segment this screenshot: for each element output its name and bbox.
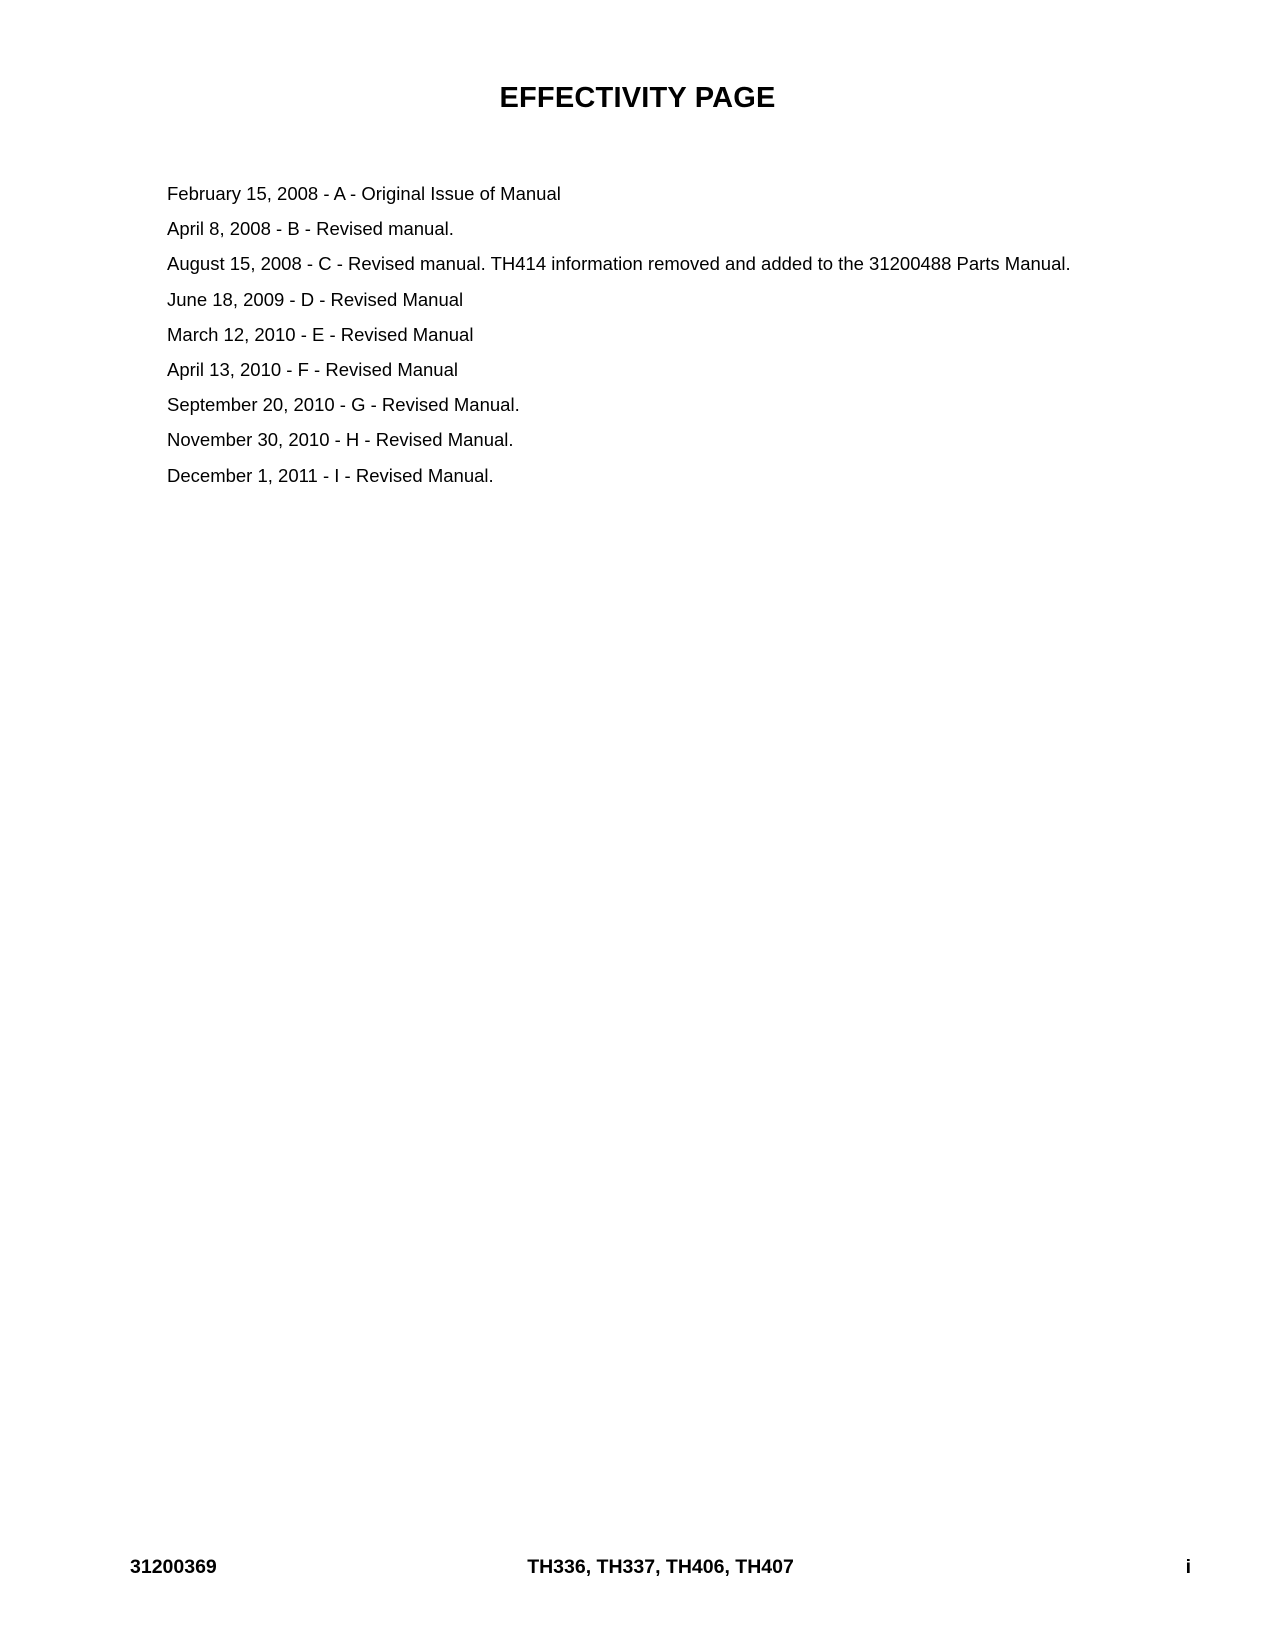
footer-document-number: 31200369 <box>130 1556 217 1578</box>
revision-entry: September 20, 2010 - G - Revised Manual. <box>167 394 520 416</box>
revision-entry: March 12, 2010 - E - Revised Manual <box>167 323 474 345</box>
revision-entry: April 13, 2010 - F - Revised Manual <box>167 359 458 381</box>
page-title: EFFECTIVITY PAGE <box>499 82 776 114</box>
page-footer <box>130 1556 1191 1586</box>
revision-entry: August 15, 2008 - C - Revised manual. TH414 information removed and added to the 31200488 Parts Manual. <box>167 253 1071 275</box>
revision-entry: February 15, 2008 - A - Original Issue of Manual <box>167 183 561 204</box>
revision-entry: April 8, 2008 - B - Revised manual. <box>167 218 454 240</box>
footer-models: TH336, TH337, TH406, TH407 <box>527 1556 794 1578</box>
footer-page-number: i <box>1185 1556 1191 1578</box>
revision-entry: June 18, 2009 - D - Revised Manual <box>167 288 464 310</box>
revision-entry: December 1, 2011 - I - Revised Manual. <box>167 464 494 486</box>
revision-entry: November 30, 2010 - H - Revised Manual. <box>167 429 514 451</box>
revision-list <box>167 176 1071 493</box>
